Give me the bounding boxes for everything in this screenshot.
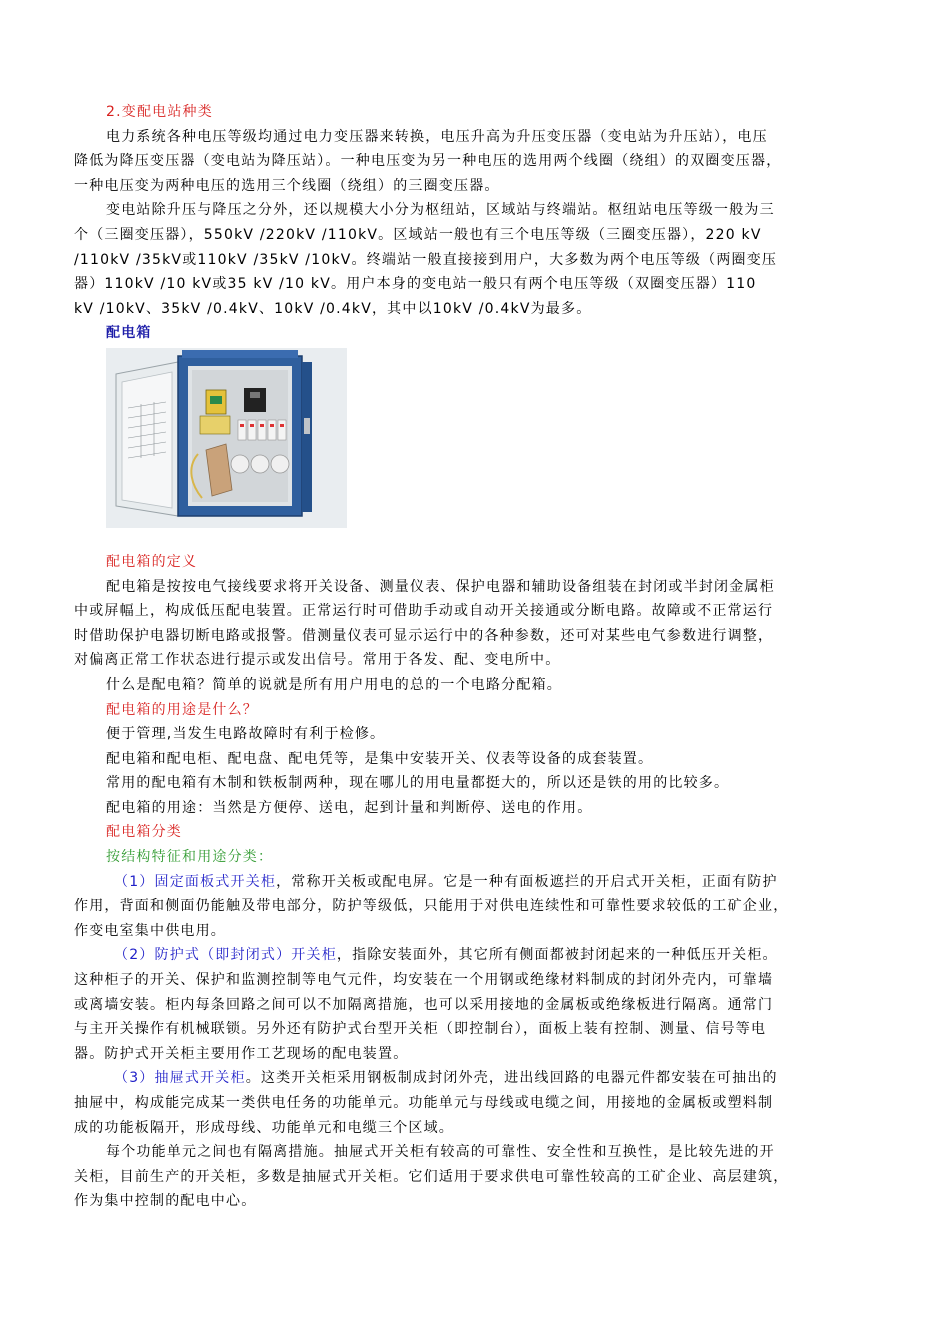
section-heading-substation-types: 2.变配电站种类 [106, 104, 213, 120]
subheading-by-structure: 按结构特征和用途分类： [106, 849, 274, 866]
paragraph-line: 电力系统各种电压等级均通过电力变压器来转换，电压升高为升压变压器（变电站为升压站），电压 [106, 128, 768, 145]
item2-first-line [74, 943, 882, 968]
paragraph-line: 便于管理,当发生电路故障时有利于检修。 [106, 726, 386, 743]
paragraph-line: 变电站除升压与降压之分外，还以规模大小分为枢纽站，区域站与终端站。枢纽站电压等级一般为三 [106, 202, 775, 219]
paragraph-line: 常用的配电箱有木制和铁板制两种，现在哪儿的用电量都挺大的，所以还是铁的用的比较多。 [106, 775, 730, 792]
paragraph-line: kV /10kV、35kV /0.4kV、10kV /0.4kV，其中以10kV /0.4kV为最多。 [74, 300, 592, 317]
item1-text: ，常称开关板或配电屏。它是一种有面板遮拦的开启式开关柜，正面有防护 [276, 873, 778, 890]
paragraph-line: 配电箱和配电柜、配电盘、配电凭等，是集中安装开关、仪表等设备的成套装置。 [106, 750, 654, 767]
paragraph-line: 一种电压变为两种电压的选用三个线圈（绕组）的三圈变压器。 [74, 177, 500, 194]
paragraph-line: 关柜，目前生产的开关柜，多数是抽屉式开关柜。它们适用于要求供电可靠性较高的工矿企业、高层建筑， [74, 1168, 789, 1185]
item3-text: 。这类开关柜采用钢板制成封闭外壳，进出线回路的电器元件都安装在可抽出的 [245, 1070, 778, 1087]
paragraph-line: 中或屏幅上，构成低压配电装置。正常运行时可借助手动或自动开关接通或分断电路。故障或不正常运行 [74, 603, 774, 620]
paragraph-line: 每个功能单元之间也有隔离措施。抽屉式开关柜有较高的可靠性、安全性和互换性，是比较先进的开 [106, 1144, 775, 1161]
paragraph-line: 配电箱的用途：当然是方便停、送电，起到计量和判断停、送电的作用。 [106, 799, 593, 816]
item3-label: （3）抽屉式开关柜 [114, 1070, 246, 1087]
box-title: 配电箱 [106, 325, 152, 342]
paragraph-line: 成的功能板隔开，形成母线、功能单元和电缆三个区域。 [74, 1119, 454, 1136]
item1-label: （1）固定面板式开关柜 [114, 873, 277, 890]
paragraph-line: 个（三圈变压器），550kV /220kV /110kV。区域站一般也有三个电压等级（三圈变压器），220 kV [74, 226, 762, 243]
item2-label: （2）防护式（即封闭式）开关柜 [114, 947, 337, 964]
paragraph-line: 器）110kV /10 kV或35 kV /10 kV。用户本身的变电站一般只有两个电压等级（双圈变压器）110 [74, 276, 757, 293]
paragraph-line: /110kV /35kV或110kV /35kV /10kV。终端站一般直接接到用户，大多数为两个电压等级（两圈变压 [74, 251, 778, 268]
paragraph-line: 配电箱是按按电气接线要求将开关设备、测量仪表、保护电器和辅助设备组装在封闭或半封闭金属柜 [106, 578, 775, 595]
paragraph-line: 对偏离正常工作状态进行提示或发出信号。常用于各发、配、变电所中。 [74, 652, 561, 669]
item2-text: ，指除安装面外，其它所有侧面都被封闭起来的一种低压开关柜。 [336, 947, 778, 964]
paragraph-line: 降低为降压变压器（变电站为降压站）。一种电压变为另一种电压的选用两个线圈（绕组）的双圈变压器， [74, 153, 782, 170]
section-heading-definition: 配电箱的定义 [106, 553, 198, 570]
paragraph-line: 时借助保护电器切断电路或报警。借测量仪表可显示运行中的各种参数，还可对某些电气参数进行调整， [74, 627, 774, 644]
section-heading-classification: 配电箱分类 [106, 824, 182, 841]
paragraph-line: 什么是配电箱？简单的说就是所有用户用电的总的一个电路分配箱。 [106, 676, 562, 693]
paragraph-line: 作为集中控制的配电中心。 [74, 1193, 257, 1210]
distribution-box-illustration [106, 348, 347, 528]
item1-first-line [74, 870, 882, 895]
document-page [74, 100, 882, 1214]
distribution-box-photo [106, 348, 347, 528]
paragraph-line: 或离墙安装。柜内每条回路之间可以不加隔离措施，也可以采用接地的金属板或绝缘板进行隔离。通常门 [74, 996, 774, 1013]
item3-first-line [74, 1066, 882, 1091]
paragraph-line: 作用，背面和侧面仍能触及带电部分，防护等级低，只能用于对供电连续性和可靠性要求较低的工矿企业， [74, 898, 789, 915]
section-heading-usage: 配电箱的用途是什么？ [106, 701, 258, 718]
paragraph-line: 作变电室集中供电用。 [74, 922, 226, 939]
paragraph-line: 器。防护式开关柜主要用作工艺现场的配电装置。 [74, 1045, 409, 1062]
paragraph-line: 与主开关操作有机械联锁。另外还有防护式台型开关柜（即控制台），面板上装有控制、测量、信号等电 [74, 1021, 767, 1038]
paragraph-line: 这种柜子的开关、保护和监测控制等电气元件，均安装在一个用钢或绝缘材料制成的封闭外壳内，可靠墙 [74, 972, 774, 989]
paragraph-line: 抽屉中，构成能完成某一类供电任务的功能单元。功能单元与母线或电缆之间，用接地的金属板或塑料制 [74, 1095, 774, 1111]
